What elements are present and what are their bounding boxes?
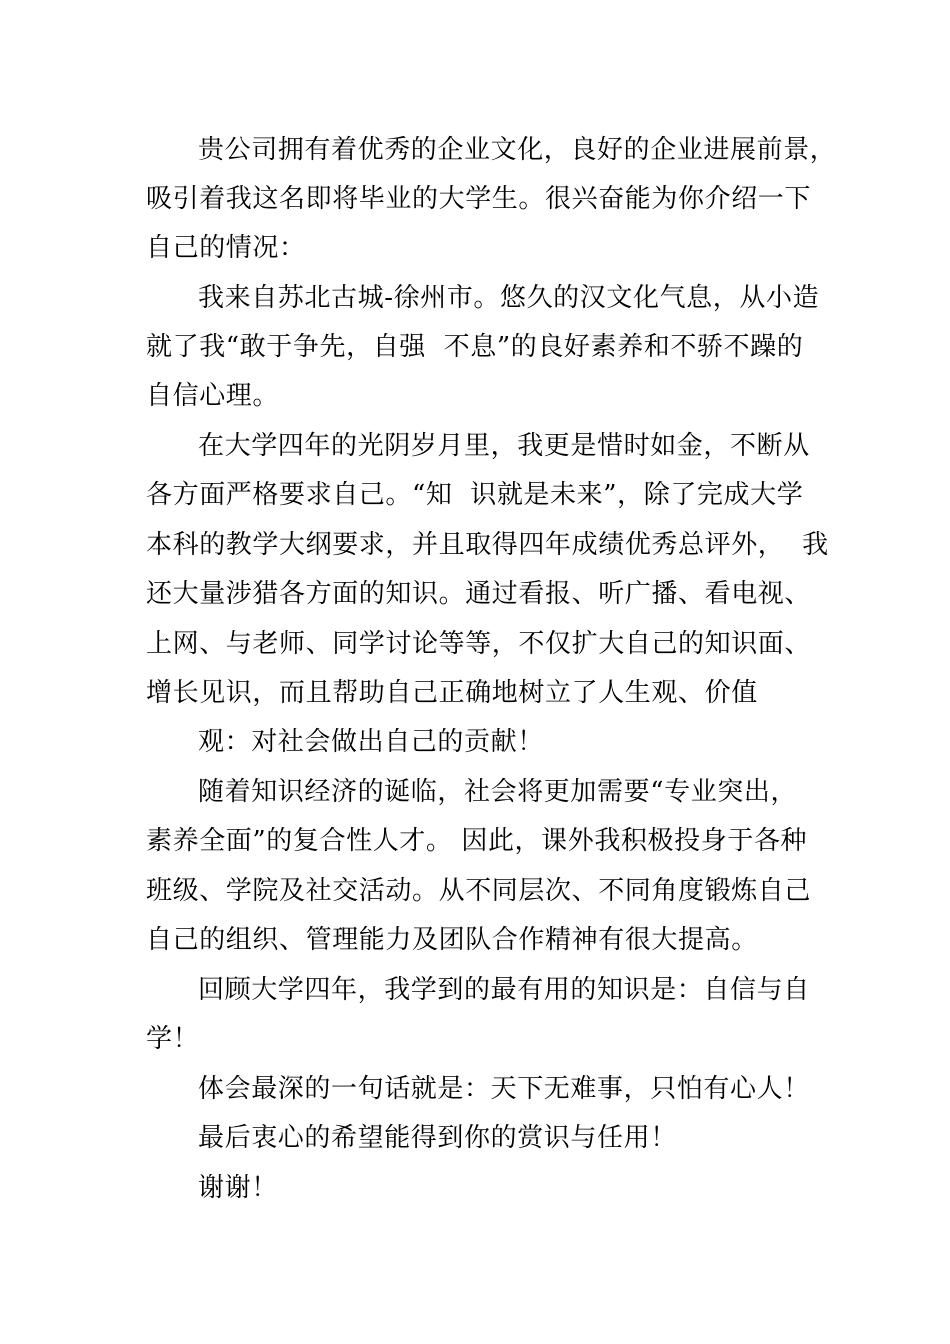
text-line: 增长见识，而且帮助自己正确地树立了人生观、价值 (146, 678, 758, 708)
text-line: 体会最深的一句话就是：天下无难事，只怕有心人！ (198, 1074, 810, 1104)
text-line: 学！ (146, 1024, 200, 1054)
text-line: 观：对社会做出自己的贡献！ (198, 727, 544, 757)
text-line: 随着知识经济的诞临，社会将更加需要“专业突出， (198, 777, 798, 807)
text-line: 最后衷心的希望能得到你的赏识与任用！ (198, 1123, 677, 1153)
text-line: 自己的情况： (146, 233, 306, 263)
text-line: 各方面严格要求自己。“知 识就是未来”，除了完成大学 (146, 480, 804, 510)
text-line: 就了我“敢于争先，自强 不息”的良好素养和不骄不躁的 (146, 332, 804, 362)
text-line: 素养全面”的复合性人才。 因此，课外我积极投身于各种 (146, 826, 808, 856)
text-line: 吸引着我这名即将毕业的大学生。很兴奋能为你介绍一下 (146, 184, 812, 214)
text-line: 本科的教学大纲要求，并且取得四年成绩优秀总评外， 我 (146, 530, 829, 560)
text-line: 回顾大学四年，我学到的最有用的知识是：自信与自 (198, 975, 810, 1005)
text-line: 自己的组织、管理能力及团队合作精神有很大提高。 (146, 925, 758, 955)
text-line: 我来自苏北古城-徐州市。悠久的汉文化气息，从小造 (198, 283, 820, 313)
text-line: 班级、学院及社交活动。从不同层次、不同角度锻炼自己 (146, 876, 812, 906)
text-line: 在大学四年的光阴岁月里，我更是惜时如金，不断从 (198, 431, 810, 461)
text-line: 谢谢！ (198, 1173, 278, 1203)
text-line: 上网、与老师、同学讨论等等，不仅扩大自己的知识面、 (146, 629, 812, 659)
text-line: 自信心理。 (146, 381, 280, 411)
text-line: 贵公司拥有着优秀的企业文化，良好的企业进展前景， (198, 135, 837, 165)
text-line: 还大量涉猎各方面的知识。通过看报、听广播、看电视、 (146, 579, 812, 609)
